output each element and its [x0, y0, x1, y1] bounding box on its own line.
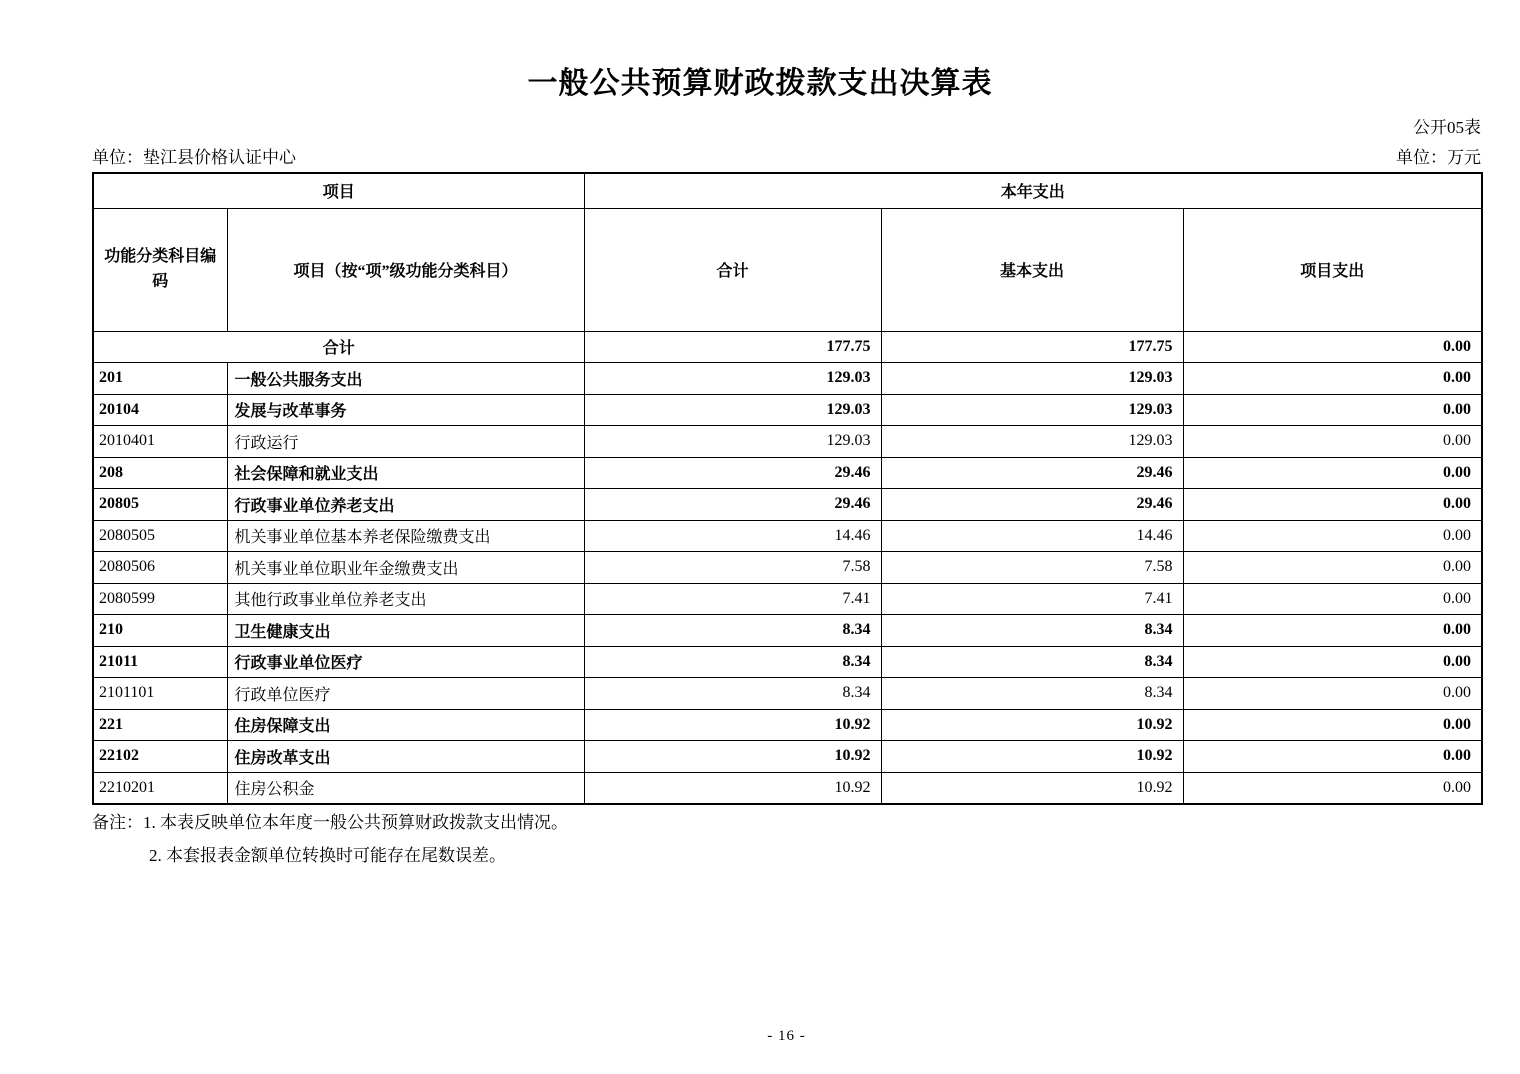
- cell-total: 10.92: [584, 741, 881, 773]
- cell-basic: 129.03: [881, 426, 1183, 458]
- table-row: [93, 520, 1482, 552]
- page-title: 一般公共预算财政拨款支出决算表: [527, 67, 993, 100]
- cell-code: 210: [93, 615, 227, 647]
- cell-total: 10.92: [584, 709, 881, 741]
- cell-name: 卫生健康支出: [227, 615, 584, 647]
- header-group-row: [93, 173, 1482, 208]
- header-year-expense-group: 本年支出: [584, 173, 1482, 208]
- table-row: [93, 646, 1482, 678]
- cell-total: 129.03: [584, 394, 881, 426]
- header-function-code-text: 功能分类科目编码: [104, 247, 217, 290]
- cell-name: 行政运行: [227, 426, 584, 458]
- table-row: [93, 552, 1482, 584]
- cell-project: 0.00: [1183, 426, 1482, 458]
- cell-name: 机关事业单位基本养老保险缴费支出: [227, 520, 584, 552]
- table-row: [93, 394, 1482, 426]
- cell-total: 7.58: [584, 552, 881, 584]
- header-columns-row: [93, 208, 1482, 331]
- cell-project: 0.00: [1183, 489, 1482, 521]
- cell-project: 0.00: [1183, 520, 1482, 552]
- table-row: [93, 772, 1482, 804]
- cell-name: 发展与改革事务: [227, 394, 584, 426]
- cell-total: 177.75: [584, 331, 881, 363]
- cell-project: 0.00: [1183, 363, 1482, 395]
- cell-basic: 129.03: [881, 363, 1183, 395]
- note-line-2: 2. 本套报表金额单位转换时可能存在尾数误差。: [149, 846, 506, 865]
- cell-basic: 29.46: [881, 457, 1183, 489]
- cell-name: 行政事业单位医疗: [227, 646, 584, 678]
- cell-total: 8.34: [584, 646, 881, 678]
- cell-project: 0.00: [1183, 709, 1482, 741]
- cell-name: 住房改革支出: [227, 741, 584, 773]
- table-row: [93, 426, 1482, 458]
- unit-name-label: 单位：垫江县价格认证中心: [92, 148, 296, 167]
- table-row: [93, 457, 1482, 489]
- cell-basic: 177.75: [881, 331, 1183, 363]
- header-total: 合计: [584, 208, 881, 331]
- cell-code: 2080599: [93, 583, 227, 615]
- cell-project: 0.00: [1183, 552, 1482, 584]
- cell-code: 2080506: [93, 552, 227, 584]
- table-row-total: [93, 331, 1482, 363]
- cell-basic: 14.46: [881, 520, 1183, 552]
- table-row: [93, 489, 1482, 521]
- cell-project: 0.00: [1183, 457, 1482, 489]
- cell-project: 0.00: [1183, 741, 1482, 773]
- cell-project: 0.00: [1183, 331, 1482, 363]
- table-row: [93, 678, 1482, 710]
- cell-total: 14.46: [584, 520, 881, 552]
- cell-project: 0.00: [1183, 772, 1482, 804]
- header-project-group: 项目: [93, 173, 584, 208]
- cell-name: 住房公积金: [227, 772, 584, 804]
- cell-name: 机关事业单位职业年金缴费支出: [227, 552, 584, 584]
- cell-basic: 7.58: [881, 552, 1183, 584]
- cell-total: 129.03: [584, 363, 881, 395]
- table-code-label: 公开05表: [1413, 118, 1481, 137]
- page-number: - 16 -: [767, 1028, 806, 1044]
- cell-name: 其他行政事业单位养老支出: [227, 583, 584, 615]
- cell-basic: 10.92: [881, 709, 1183, 741]
- cell-basic: 8.34: [881, 678, 1183, 710]
- cell-code: 221: [93, 709, 227, 741]
- cell-name: 一般公共服务支出: [227, 363, 584, 395]
- table-row: [93, 741, 1482, 773]
- cell-code: 2010401: [93, 426, 227, 458]
- cell-name: 行政单位医疗: [227, 678, 584, 710]
- header-basic-expense: 基本支出: [881, 208, 1183, 331]
- note-line-1: 备注：1. 本表反映单位本年度一般公共预算财政拨款支出情况。: [92, 813, 568, 832]
- unit-currency-label: 单位：万元: [1396, 148, 1481, 167]
- header-item: 项目（按“项”级功能分类科目）: [227, 208, 584, 331]
- table-row: [93, 583, 1482, 615]
- cell-code: 2210201: [93, 772, 227, 804]
- table-header: [93, 173, 1482, 331]
- cell-basic: 29.46: [881, 489, 1183, 521]
- cell-code: 21011: [93, 646, 227, 678]
- cell-basic: 10.92: [881, 741, 1183, 773]
- cell-code: 20104: [93, 394, 227, 426]
- cell-basic: 8.34: [881, 615, 1183, 647]
- table-row: [93, 709, 1482, 741]
- cell-code: 22102: [93, 741, 227, 773]
- header-project-expense: 项目支出: [1183, 208, 1482, 331]
- budget-table: [92, 172, 1483, 805]
- cell-code: 2101101: [93, 678, 227, 710]
- cell-basic: 8.34: [881, 646, 1183, 678]
- cell-name: 合计: [93, 331, 584, 363]
- cell-code: 20805: [93, 489, 227, 521]
- cell-total: 8.34: [584, 615, 881, 647]
- cell-code: 2080505: [93, 520, 227, 552]
- notes-block: [92, 806, 568, 872]
- cell-code: 208: [93, 457, 227, 489]
- cell-total: 29.46: [584, 489, 881, 521]
- cell-project: 0.00: [1183, 646, 1482, 678]
- table-body: [93, 331, 1482, 804]
- cell-total: 7.41: [584, 583, 881, 615]
- cell-project: 0.00: [1183, 583, 1482, 615]
- table-row: [93, 615, 1482, 647]
- cell-basic: 7.41: [881, 583, 1183, 615]
- header-function-code: [93, 208, 227, 331]
- cell-project: 0.00: [1183, 394, 1482, 426]
- cell-total: 10.92: [584, 772, 881, 804]
- cell-basic: 10.92: [881, 772, 1183, 804]
- cell-total: 8.34: [584, 678, 881, 710]
- cell-name: 住房保障支出: [227, 709, 584, 741]
- table-row: [93, 363, 1482, 395]
- cell-name: 社会保障和就业支出: [227, 457, 584, 489]
- cell-basic: 129.03: [881, 394, 1183, 426]
- cell-total: 129.03: [584, 426, 881, 458]
- unit-row: [92, 143, 1481, 168]
- cell-code: 201: [93, 363, 227, 395]
- cell-total: 29.46: [584, 457, 881, 489]
- cell-name: 行政事业单位养老支出: [227, 489, 584, 521]
- cell-project: 0.00: [1183, 615, 1482, 647]
- cell-project: 0.00: [1183, 678, 1482, 710]
